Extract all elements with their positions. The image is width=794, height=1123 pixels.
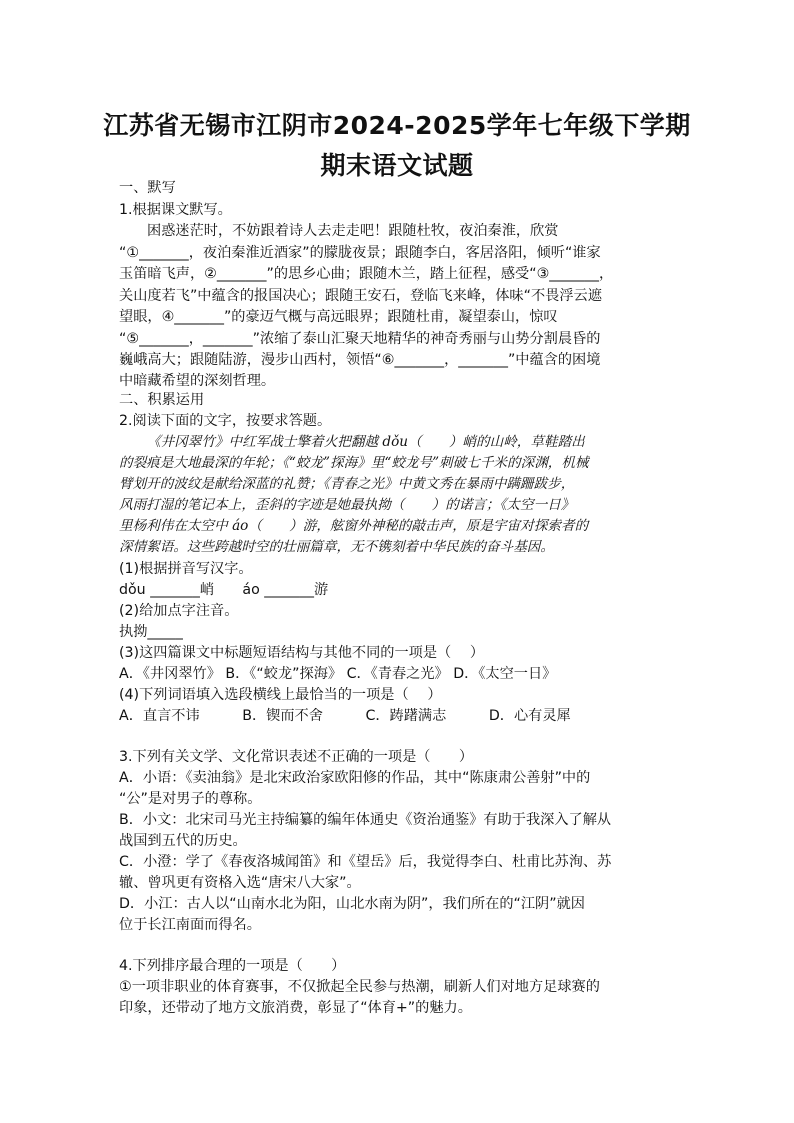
page-title-line-2: 期末语文试题 <box>320 151 474 180</box>
option-line: “公”是对男子的尊称。 <box>119 791 262 807</box>
sub-question: (2)给加点字注音。 <box>119 603 239 619</box>
reading-passage-line: 风雨打湿的笔记本上，歪斜的字迹是她最执拗（ ）的诺言；《太空一日》 <box>119 497 575 513</box>
passage-line: 困惑迷茫时，不妨跟着诗人去走走吧！跟随杜牧，夜泊秦淮，欣赏 <box>147 223 559 239</box>
section-heading: 一、默写 <box>119 180 176 196</box>
sub-question: (4)下列词语填入选段横线上最恰当的一项是（ ） <box>119 687 442 703</box>
page-title-line-1: 江苏省无锡市江阴市2024-2025学年七年级下学期 <box>103 111 691 140</box>
passage-line: 玉笛暗飞声，②_______”的思乡心曲；跟随木兰，踏上征程，感受“③_______， <box>119 266 614 282</box>
passage-line: 望眼，④_______”的豪迈气概与高远眼界；跟随杜甫，凝望泰山，惊叹 <box>119 309 558 325</box>
passage-line: 关山度若飞”中蕴含的报国决心；跟随王安石，登临飞来峰，体味“不畏浮云遮 <box>119 288 602 304</box>
option-line: 辙、曾巩更有资格入选“唐宋八大家”。 <box>119 875 361 891</box>
sub-question: (3)这四篇课文中标题短语结构与其他不同的一项是（ ） <box>119 645 485 661</box>
question-stem: 3.下列有关文学、文化常识表述不正确的一项是（ ） <box>119 749 474 765</box>
reading-passage-line: 的裂痕是大地最深的年轮；《“蛟龙”探海》里“蛟龙号”刺破七千米的深渊，机械 <box>119 455 589 471</box>
option-line: D．小江：古人以“山南水北为阳，山北水南为阴”，我们所在的“江阴”就因 <box>119 896 585 912</box>
option-line: A．小语：《卖油翁》是北宋政治家欧阳修的作品，其中“陈康肃公善射”中的 <box>119 770 591 786</box>
reading-passage-line: 《井冈翠竹》中红军战士擎着火把翻越 dǒu（ ）峭的山岭，草鞋踏出 <box>147 434 585 450</box>
sub-question: (1)根据拼音写汉字。 <box>119 561 253 577</box>
reading-passage-line: 深情絮语。这些跨越时空的壮丽篇章，无不镌刻着中华民族的奋斗基因。 <box>119 539 554 555</box>
answer-options: A．直言不讳 B．锲而不舍 C．踌躇满志 D．心有灵犀 <box>119 708 571 724</box>
answer-blank-line: dǒu _______峭 áo _______游 <box>119 582 329 598</box>
passage-line: “①_______，夜泊秦淮近酒家”的朦胧夜景；跟随李白，客居洛阳，倾听“谁家 <box>119 245 601 261</box>
option-line: 位于长江南面而得名。 <box>119 917 261 933</box>
option-line: C．小澄：学了《春夜洛城闻笛》和《望岳》后，我觉得李白、杜甫比苏洵、苏 <box>119 854 612 870</box>
passage-line: “⑤_______，_______”浓缩了泰山汇聚天地精华的神奇秀丽与山势分割晨昏的 <box>119 331 601 347</box>
answer-blank-line: 执拗_____ <box>119 624 183 640</box>
question-stem: 4.下列排序最合理的一项是（ ） <box>119 958 346 974</box>
passage-line: 中暗藏希望的深刻哲理。 <box>119 373 276 389</box>
option-line: 战国到五代的历史。 <box>119 833 247 849</box>
option-line: B．小文：北宋司马光主持编纂的编年体通史《资治通鉴》有助于我深入了解从 <box>119 812 612 828</box>
reading-passage-line: 臂划开的波纹是献给深蓝的礼赞；《青春之光》中黄文秀在暴雨中蹒跚跋步， <box>119 476 575 492</box>
answer-options: A．《井冈翠竹》 B．《“蛟龙”探海》 C．《青春之光》 D．《太空一日》 <box>119 666 557 682</box>
sentence-line: 印象，还带动了地方文旅消费，彰显了“体育+”的魅力。 <box>119 1000 472 1016</box>
section-heading: 二、积累运用 <box>119 392 205 408</box>
sentence-line: ①一项非职业的体育赛事，不仅掀起全民参与热潮，刷新人们对地方足球赛的 <box>119 979 600 995</box>
question-stem: 2.阅读下面的文字，按要求答题。 <box>119 413 332 429</box>
reading-passage-line: 里杨利伟在太空中 áo（ ）游，舷窗外神秘的敲击声，原是宇宙对探索者的 <box>119 518 589 534</box>
passage-line: 巍峨高大；跟随陆游，漫步山西村，领悟“⑥_______，_______”中蕴含的困境 <box>119 352 601 368</box>
question-stem: 1.根据课文默写。 <box>119 202 232 218</box>
